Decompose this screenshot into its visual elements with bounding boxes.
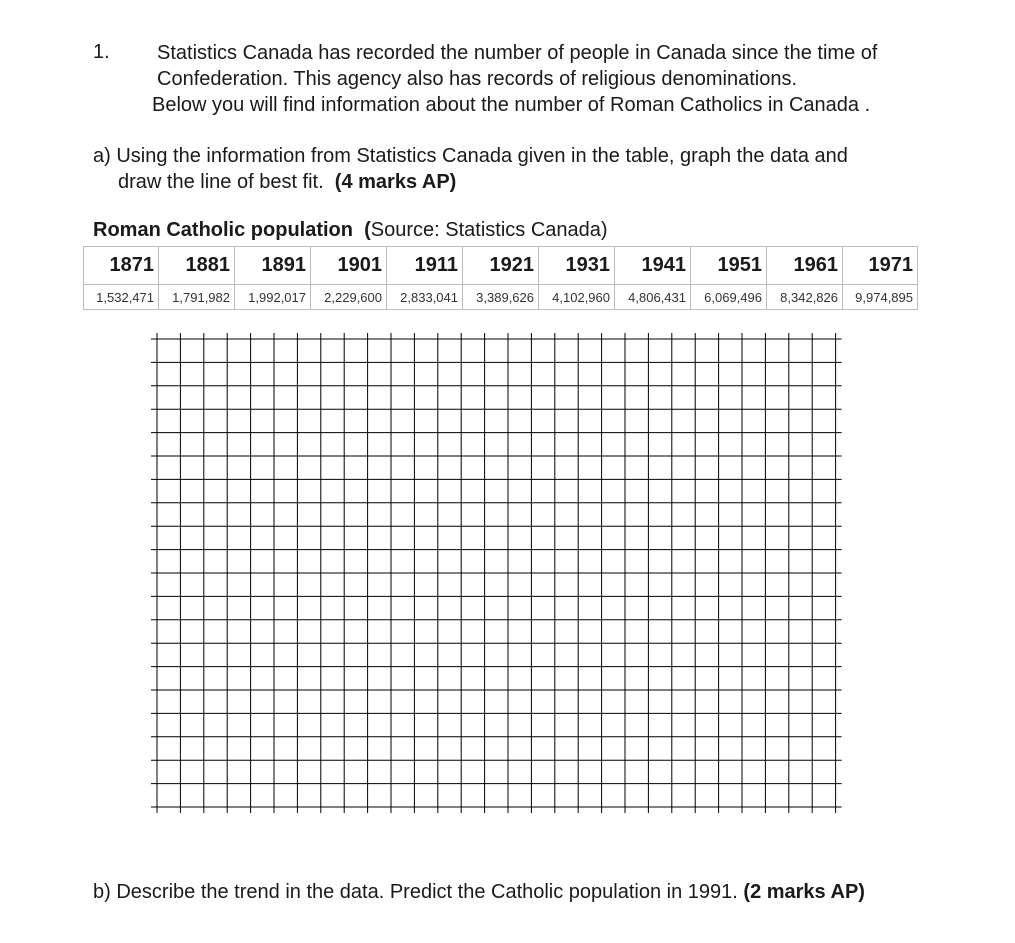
value-cell: 2,229,600 bbox=[311, 285, 387, 310]
year-cell: 1941 bbox=[615, 247, 691, 285]
year-cell: 1901 bbox=[311, 247, 387, 285]
intro-line-3: Below you will find information about the number of Roman Catholics in Canada . bbox=[152, 94, 871, 116]
part-b-prompt bbox=[93, 881, 865, 904]
year-cell: 1971 bbox=[843, 247, 918, 285]
part-a-marks: (4 marks AP) bbox=[334, 171, 457, 193]
table-source: Source: Statistics Canada) bbox=[370, 219, 608, 241]
values-row bbox=[84, 285, 918, 310]
intro-line-1: Statistics Canada has recorded the number of people in Canada since the time of bbox=[157, 42, 878, 64]
value-cell: 9,974,895 bbox=[843, 285, 918, 310]
value-cell: 8,342,826 bbox=[767, 285, 843, 310]
year-cell: 1921 bbox=[463, 247, 539, 285]
value-cell: 3,389,626 bbox=[463, 285, 539, 310]
year-cell: 1881 bbox=[159, 247, 235, 285]
intro-line-2: Confederation. This agency also has records of religious denominations. bbox=[157, 68, 797, 90]
table-title-bold: Roman Catholic population bbox=[93, 219, 353, 241]
table-title bbox=[93, 219, 608, 242]
value-cell: 6,069,496 bbox=[691, 285, 767, 310]
value-cell: 1,532,471 bbox=[84, 285, 159, 310]
value-cell: 2,833,041 bbox=[387, 285, 463, 310]
population-table bbox=[83, 246, 918, 310]
part-b-text: b) Describe the trend in the data. Predict the Catholic population in 1991. bbox=[93, 881, 738, 903]
part-b-marks: (2 marks AP) bbox=[743, 881, 865, 903]
year-cell: 1951 bbox=[691, 247, 767, 285]
year-cell: 1931 bbox=[539, 247, 615, 285]
graph-grid[interactable] bbox=[150, 332, 855, 814]
value-cell: 1,791,982 bbox=[159, 285, 235, 310]
part-a-line-2-text: draw the line of best fit. bbox=[118, 171, 324, 193]
part-a-line-2 bbox=[93, 169, 973, 195]
question-intro bbox=[152, 40, 987, 118]
year-cell: 1911 bbox=[387, 247, 463, 285]
value-cell: 4,102,960 bbox=[539, 285, 615, 310]
years-row bbox=[84, 247, 918, 285]
year-cell: 1891 bbox=[235, 247, 311, 285]
question-number: 1. bbox=[93, 41, 110, 63]
part-a-line-1: a) Using the information from Statistics Canada given in the table, graph the data and bbox=[93, 145, 848, 167]
value-cell: 4,806,431 bbox=[615, 285, 691, 310]
year-cell: 1871 bbox=[84, 247, 159, 285]
value-cell: 1,992,017 bbox=[235, 285, 311, 310]
part-a-prompt bbox=[93, 143, 973, 195]
year-cell: 1961 bbox=[767, 247, 843, 285]
table-title-paren: ( bbox=[364, 219, 371, 241]
